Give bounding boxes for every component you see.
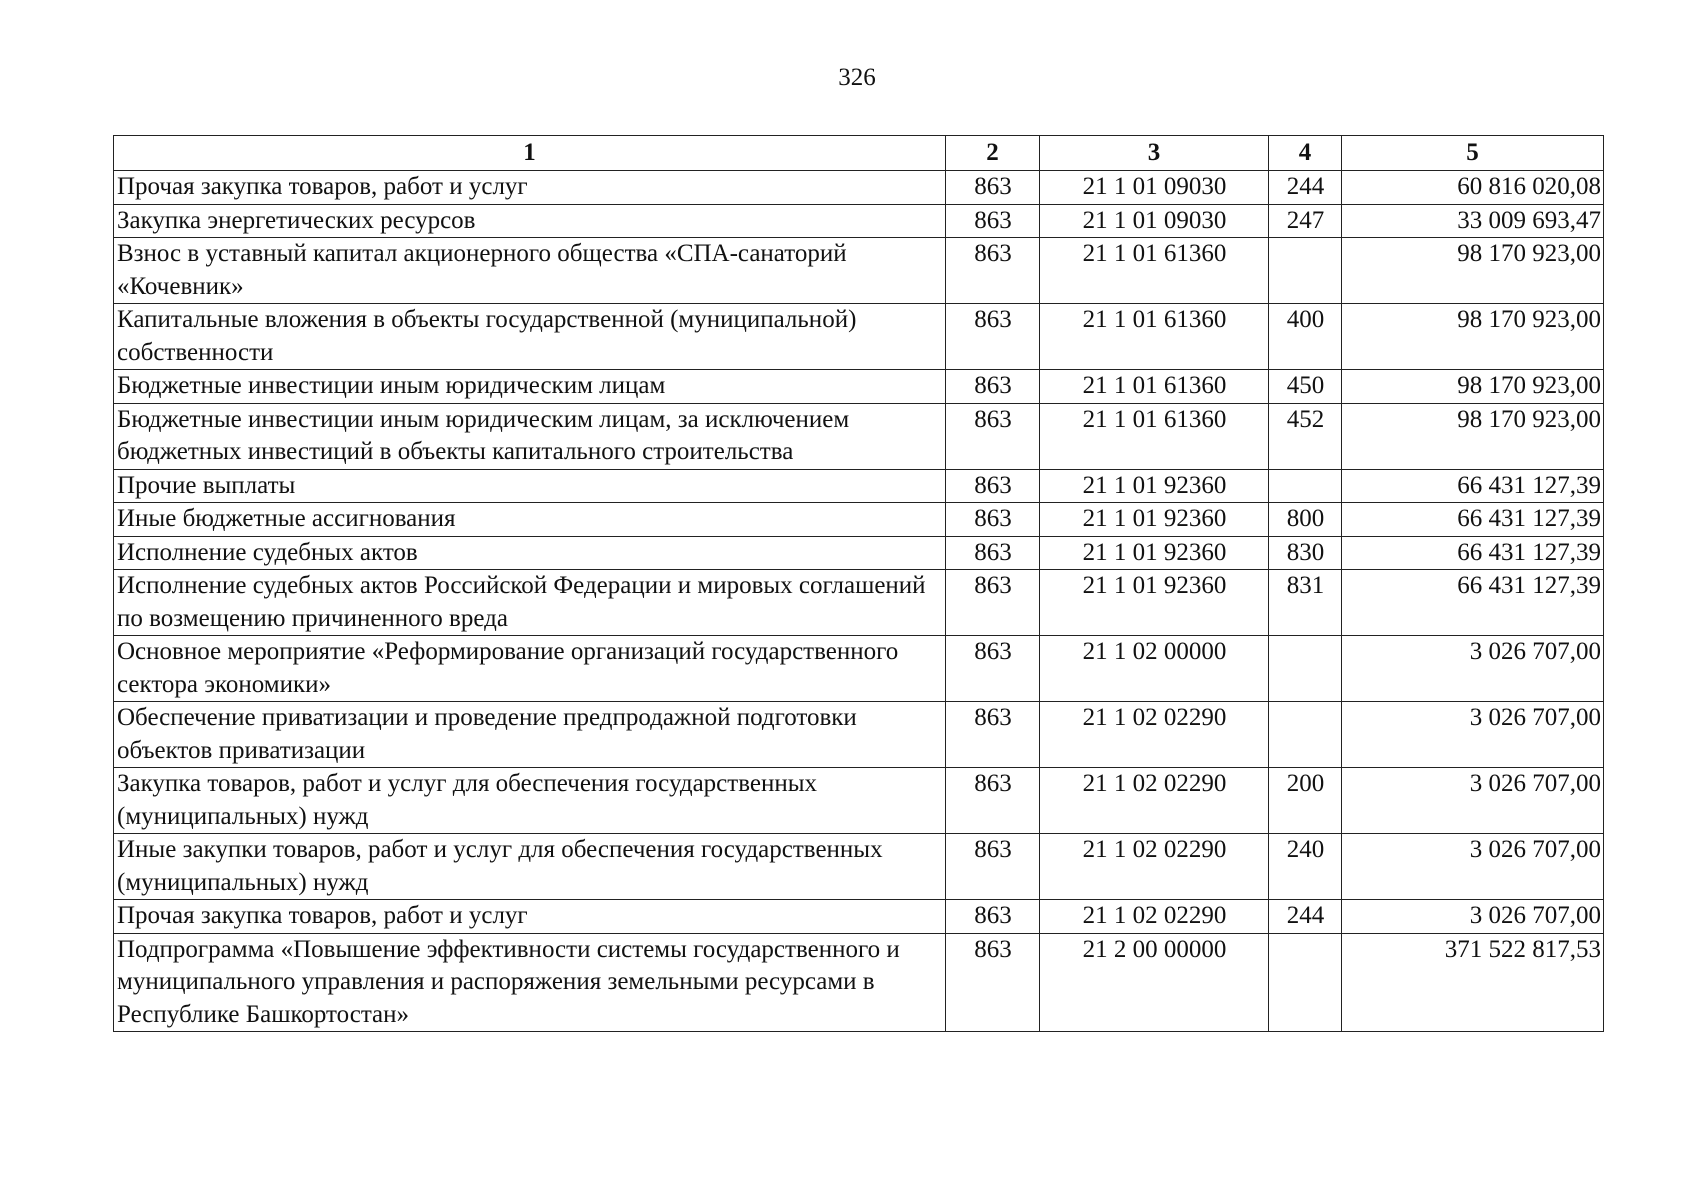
row-code-cell: 21 1 01 09030 — [1040, 204, 1269, 238]
row-type-cell — [1269, 702, 1342, 768]
table-row — [114, 238, 1604, 304]
row-sum-cell: 66 431 127,39 — [1342, 570, 1604, 636]
row-sum-cell: 33 009 693,47 — [1342, 204, 1604, 238]
row-code-cell: 21 1 02 02290 — [1040, 900, 1269, 934]
row-ved-cell: 863 — [946, 403, 1040, 469]
row-type-cell: 450 — [1269, 370, 1342, 404]
table-row — [114, 536, 1604, 570]
table-row — [114, 469, 1604, 503]
table-row — [114, 370, 1604, 404]
table-row — [114, 204, 1604, 238]
row-sum-cell: 60 816 020,08 — [1342, 171, 1604, 205]
row-name-cell: Взнос в уставный капитал акционерного общества «СПА-санаторий «Кочевник» — [114, 238, 946, 304]
table-row — [114, 636, 1604, 702]
row-type-cell: 244 — [1269, 900, 1342, 934]
row-name-cell: Бюджетные инвестиции иным юридическим лицам, за исключением бюджетных инвестиций в объекты капитального строительства — [114, 403, 946, 469]
row-sum-cell: 3 026 707,00 — [1342, 702, 1604, 768]
row-name-cell: Капитальные вложения в объекты государственной (муниципальной) собственности — [114, 304, 946, 370]
row-name-cell: Прочая закупка товаров, работ и услуг — [114, 900, 946, 934]
row-ved-cell: 863 — [946, 370, 1040, 404]
row-ved-cell: 863 — [946, 171, 1040, 205]
row-ved-cell: 863 — [946, 536, 1040, 570]
row-name-cell: Подпрограмма «Повышение эффективности системы государственного и муниципального управления и распоряжения земельными ресурсами в Республике Башкортостан» — [114, 933, 946, 1032]
row-sum-cell: 3 026 707,00 — [1342, 900, 1604, 934]
table-row — [114, 403, 1604, 469]
row-name-cell: Исполнение судебных актов Российской Федерации и мировых соглашений по возмещению причиненного вреда — [114, 570, 946, 636]
row-type-cell — [1269, 469, 1342, 503]
row-sum-cell: 98 170 923,00 — [1342, 403, 1604, 469]
row-type-cell — [1269, 933, 1342, 1032]
page-number: 326 — [838, 64, 876, 91]
row-code-cell: 21 1 02 02290 — [1040, 834, 1269, 900]
table-row — [114, 702, 1604, 768]
row-type-cell — [1269, 238, 1342, 304]
row-type-cell: 247 — [1269, 204, 1342, 238]
row-sum-cell: 3 026 707,00 — [1342, 636, 1604, 702]
row-ved-cell: 863 — [946, 636, 1040, 702]
row-ved-cell: 863 — [946, 570, 1040, 636]
row-type-cell: 830 — [1269, 536, 1342, 570]
row-code-cell: 21 1 01 61360 — [1040, 238, 1269, 304]
row-sum-cell: 98 170 923,00 — [1342, 304, 1604, 370]
row-ved-cell: 863 — [946, 304, 1040, 370]
row-sum-cell: 98 170 923,00 — [1342, 370, 1604, 404]
table-body — [114, 171, 1604, 1032]
row-type-cell: 240 — [1269, 834, 1342, 900]
row-sum-cell: 66 431 127,39 — [1342, 503, 1604, 537]
row-code-cell: 21 1 01 61360 — [1040, 304, 1269, 370]
row-code-cell: 21 1 01 09030 — [1040, 171, 1269, 205]
row-name-cell: Иные бюджетные ассигнования — [114, 503, 946, 537]
row-ved-cell: 863 — [946, 834, 1040, 900]
row-type-cell: 400 — [1269, 304, 1342, 370]
row-type-cell: 452 — [1269, 403, 1342, 469]
row-type-cell: 200 — [1269, 768, 1342, 834]
row-sum-cell: 66 431 127,39 — [1342, 469, 1604, 503]
row-code-cell: 21 1 01 92360 — [1040, 570, 1269, 636]
row-ved-cell: 863 — [946, 469, 1040, 503]
column-header-5: 5 — [1342, 136, 1604, 171]
row-ved-cell: 863 — [946, 768, 1040, 834]
row-code-cell: 21 2 00 00000 — [1040, 933, 1269, 1032]
table-row — [114, 570, 1604, 636]
row-ved-cell: 863 — [946, 900, 1040, 934]
row-name-cell: Бюджетные инвестиции иным юридическим лицам — [114, 370, 946, 404]
row-ved-cell: 863 — [946, 238, 1040, 304]
row-code-cell: 21 1 01 92360 — [1040, 503, 1269, 537]
row-sum-cell: 66 431 127,39 — [1342, 536, 1604, 570]
row-name-cell: Исполнение судебных актов — [114, 536, 946, 570]
row-type-cell — [1269, 636, 1342, 702]
column-header-4: 4 — [1269, 136, 1342, 171]
table-row — [114, 900, 1604, 934]
table-row — [114, 834, 1604, 900]
table-row — [114, 503, 1604, 537]
row-sum-cell: 3 026 707,00 — [1342, 768, 1604, 834]
row-type-cell: 800 — [1269, 503, 1342, 537]
row-code-cell: 21 1 01 61360 — [1040, 370, 1269, 404]
row-name-cell: Закупка энергетических ресурсов — [114, 204, 946, 238]
row-sum-cell: 371 522 817,53 — [1342, 933, 1604, 1032]
row-name-cell: Основное мероприятие «Реформирование организаций государственного сектора экономики» — [114, 636, 946, 702]
column-header-3: 3 — [1040, 136, 1269, 171]
table-row — [114, 933, 1604, 1032]
budget-table — [113, 135, 1604, 1032]
table-row — [114, 304, 1604, 370]
row-code-cell: 21 1 01 92360 — [1040, 469, 1269, 503]
row-code-cell: 21 1 01 61360 — [1040, 403, 1269, 469]
row-ved-cell: 863 — [946, 933, 1040, 1032]
row-ved-cell: 863 — [946, 204, 1040, 238]
row-name-cell: Прочие выплаты — [114, 469, 946, 503]
row-type-cell: 831 — [1269, 570, 1342, 636]
row-code-cell: 21 1 02 02290 — [1040, 702, 1269, 768]
row-name-cell: Иные закупки товаров, работ и услуг для обеспечения государственных (муниципальных) нужд — [114, 834, 946, 900]
row-ved-cell: 863 — [946, 702, 1040, 768]
column-header-2: 2 — [946, 136, 1040, 171]
row-sum-cell: 98 170 923,00 — [1342, 238, 1604, 304]
table-row — [114, 768, 1604, 834]
row-type-cell: 244 — [1269, 171, 1342, 205]
column-header-1: 1 — [114, 136, 946, 171]
row-name-cell: Обеспечение приватизации и проведение предпродажной подготовки объектов приватизации — [114, 702, 946, 768]
table-row — [114, 171, 1604, 205]
row-name-cell: Закупка товаров, работ и услуг для обеспечения государственных (муниципальных) нужд — [114, 768, 946, 834]
header-row — [114, 136, 1604, 171]
row-code-cell: 21 1 02 02290 — [1040, 768, 1269, 834]
row-code-cell: 21 1 01 92360 — [1040, 536, 1269, 570]
row-ved-cell: 863 — [946, 503, 1040, 537]
row-name-cell: Прочая закупка товаров, работ и услуг — [114, 171, 946, 205]
row-code-cell: 21 1 02 00000 — [1040, 636, 1269, 702]
row-sum-cell: 3 026 707,00 — [1342, 834, 1604, 900]
